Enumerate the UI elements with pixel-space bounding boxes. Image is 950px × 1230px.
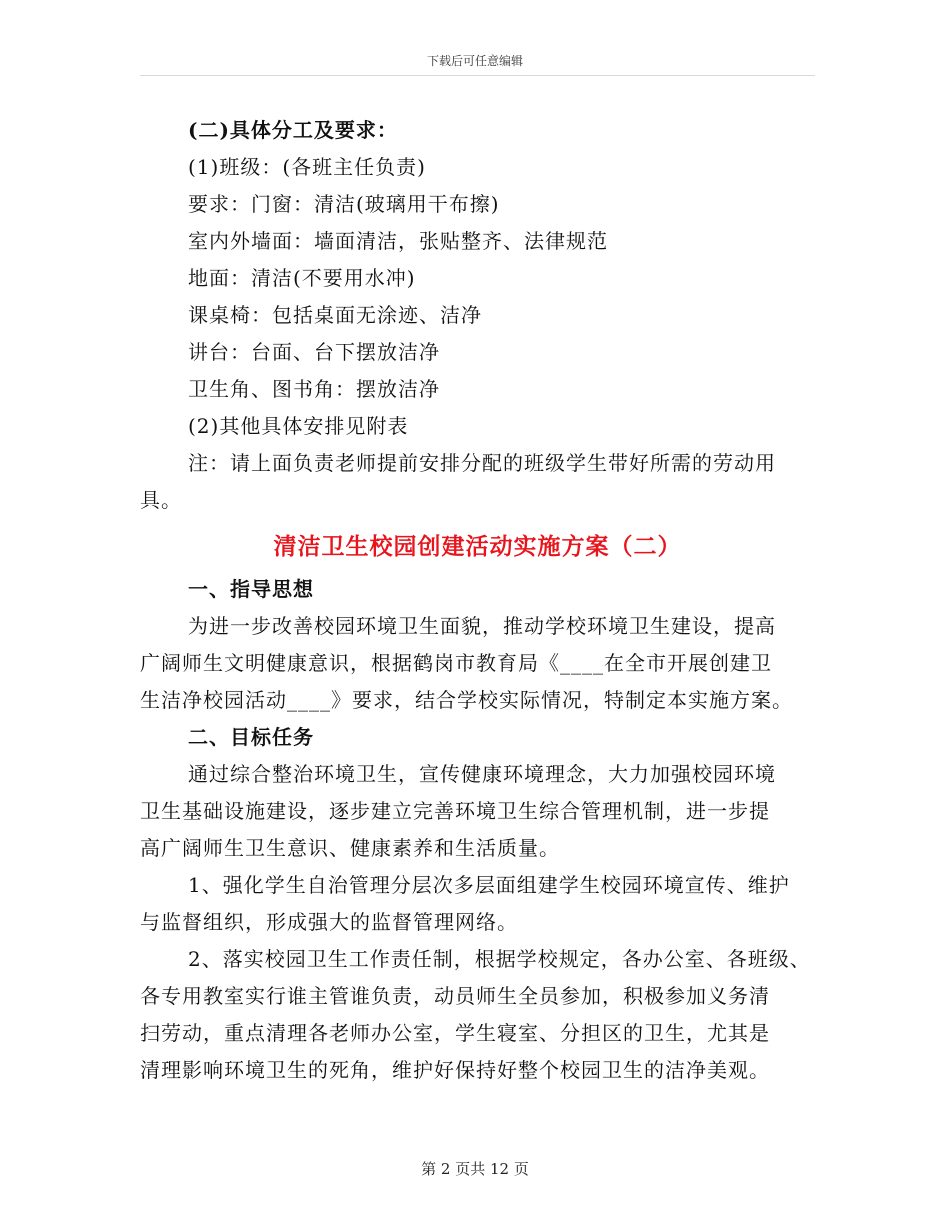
paragraph-line: 卫生基础设施建设，逐步建立完善环境卫生综合管理机制，进一步提 bbox=[140, 799, 770, 823]
paragraph-line: 要求：门窗：清洁(玻璃用干布擦) bbox=[188, 192, 500, 216]
section-heading: 一、指导思想 bbox=[188, 577, 314, 601]
header-divider bbox=[140, 75, 815, 76]
paragraph-line: 地面：清洁(不要用水冲) bbox=[188, 266, 416, 290]
paragraph-line: 讲台：台面、台下摆放洁净 bbox=[188, 340, 440, 364]
paragraph-line: 高广阔师生卫生意识、健康素养和生活质量。 bbox=[140, 836, 560, 860]
paragraph-line: 2、落实校园卫生工作责任制，根据学校规定，各办公室、各班级、 bbox=[188, 947, 811, 971]
paragraph-line: 通过综合整治环境卫生，宣传健康环境理念，大力加强校园环境 bbox=[188, 762, 776, 786]
paragraph-line: (2)其他具体安排见附表 bbox=[188, 414, 409, 438]
page-header: 下载后可任意编辑 bbox=[426, 54, 523, 68]
note-line: 具。 bbox=[140, 488, 182, 512]
paragraph-line: 课桌椅：包括桌面无涂迹、洁净 bbox=[188, 303, 482, 327]
paragraph-line: 卫生角、图书角：摆放洁净 bbox=[188, 377, 440, 401]
subsection-heading: (二)具体分工及要求： bbox=[188, 118, 398, 142]
page-footer: 第 2 页共 12 页 bbox=[421, 1160, 529, 1178]
document-title: 清洁卫生校园创建活动实施方案（二） bbox=[273, 533, 682, 560]
paragraph-line: 与监督组织，形成强大的监督管理网络。 bbox=[140, 910, 518, 934]
paragraph-line: 为进一步改善校园环境卫生面貌，推动学校环境卫生建设，提高 bbox=[188, 614, 776, 638]
paragraph-line: 清理影响环境卫生的死角，维护好保持好整个校园卫生的洁净美观。 bbox=[140, 1058, 770, 1082]
paragraph-line: 1、强化学生自治管理分层次多层面组建学生校园环境宣传、维护 bbox=[188, 873, 790, 897]
paragraph-line: 各专用教室实行谁主管谁负责，动员师生全员参加，积极参加义务清 bbox=[140, 984, 770, 1008]
section-heading: 二、目标任务 bbox=[188, 725, 314, 749]
document-body bbox=[140, 112, 815, 1089]
paragraph-line: 室内外墙面：墙面清洁，张贴整齐、法律规范 bbox=[188, 229, 608, 253]
paragraph-line: 生洁净校园活动____》要求，结合学校实际情况，特制定本实施方案。 bbox=[140, 688, 793, 712]
paragraph-line: 广阔师生文明健康意识，根据鹤岗市教育局《____在全市开展创建卫 bbox=[140, 651, 772, 675]
note-line: 注：请上面负责老师提前安排分配的班级学生带好所需的劳动用 bbox=[188, 451, 776, 475]
paragraph-line: (1)班级：(各班主任负责) bbox=[188, 155, 426, 179]
paragraph-line: 扫劳动，重点清理各老师办公室，学生寝室、分担区的卫生，尤其是 bbox=[140, 1021, 770, 1045]
